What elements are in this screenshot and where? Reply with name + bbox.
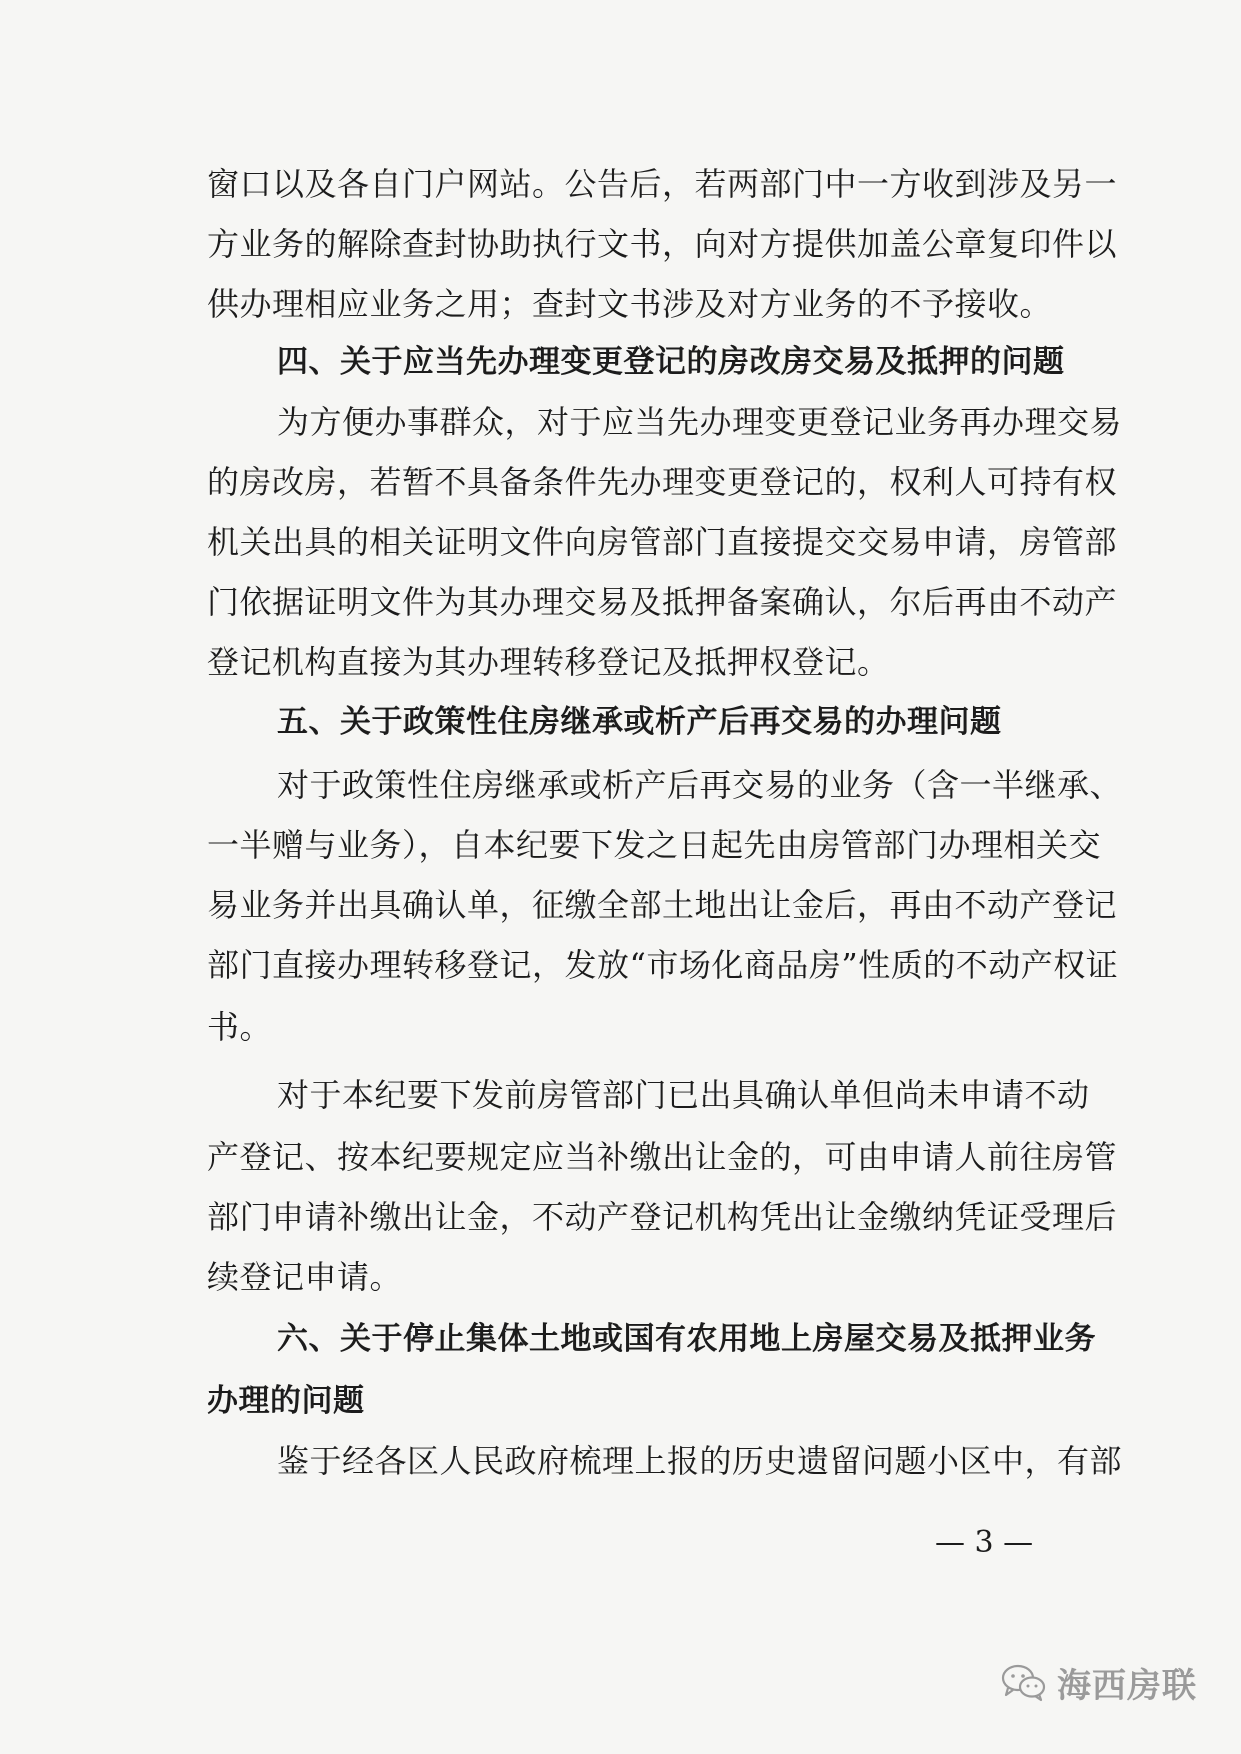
watermark-text: 海西房联	[1057, 1665, 1197, 1706]
page-number: — 3 —	[935, 1525, 1034, 1560]
body-line: 部门直接办理转移登记，发放“市场化商品房”性质的不动产权证	[207, 946, 1119, 984]
wechat-icon	[999, 1662, 1047, 1702]
body-line: 门依据证明文件为其办理交易及抵押备案确认，尔后再由不动产	[207, 583, 1118, 621]
body-line: 对于本纪要下发前房管部门已出具确认单但尚未申请不动	[277, 1076, 1090, 1114]
body-line: 登记机构直接为其办理转移登记及抵押权登记。	[207, 643, 890, 681]
body-line: 鉴于经各区人民政府梳理上报的历史遗留问题小区中，有部	[277, 1442, 1123, 1480]
watermark	[999, 1654, 1197, 1710]
section-heading-4: 四、关于应当先办理变更登记的房改房交易及抵押的问题	[277, 344, 1065, 380]
body-line: 方业务的解除查封协助执行文书，向对方提供加盖公章复印件以	[207, 225, 1118, 263]
body-line: 一半赠与业务），自本纪要下发之日起先由房管部门办理相关交	[207, 826, 1102, 864]
body-line: 部门申请补缴出让金，不动产登记机构凭出让金缴纳凭证受理后	[207, 1198, 1118, 1236]
body-line: 产登记、按本纪要规定应当补缴出让金的，可由申请人前往房管	[207, 1138, 1118, 1176]
body-line: 对于政策性住房继承或析产后再交易的业务（含一半继承、	[277, 766, 1123, 804]
body-line: 书。	[207, 1008, 273, 1046]
section-heading-6-cont: 办理的问题	[207, 1383, 365, 1419]
body-line: 为方便办事群众，对于应当先办理变更登记业务再办理交易	[277, 403, 1123, 441]
body-line: 易业务并出具确认单，征缴全部土地出让金后，再由不动产登记	[207, 886, 1118, 924]
section-heading-6: 六、关于停止集体土地或国有农用地上房屋交易及抵押业务	[277, 1321, 1096, 1357]
section-heading-5: 五、关于政策性住房继承或析产后再交易的办理问题	[277, 704, 1002, 740]
body-line: 供办理相应业务之用；查封文书涉及对方业务的不予接收。	[207, 285, 1053, 323]
body-line: 机关出具的相关证明文件向房管部门直接提交交易申请，房管部	[207, 523, 1118, 561]
body-line: 续登记申请。	[207, 1258, 403, 1296]
body-line: 窗口以及各自门户网站。公告后，若两部门中一方收到涉及另一	[207, 165, 1118, 203]
body-line: 的房改房，若暂不具备条件先办理变更登记的，权利人可持有权	[207, 463, 1118, 501]
